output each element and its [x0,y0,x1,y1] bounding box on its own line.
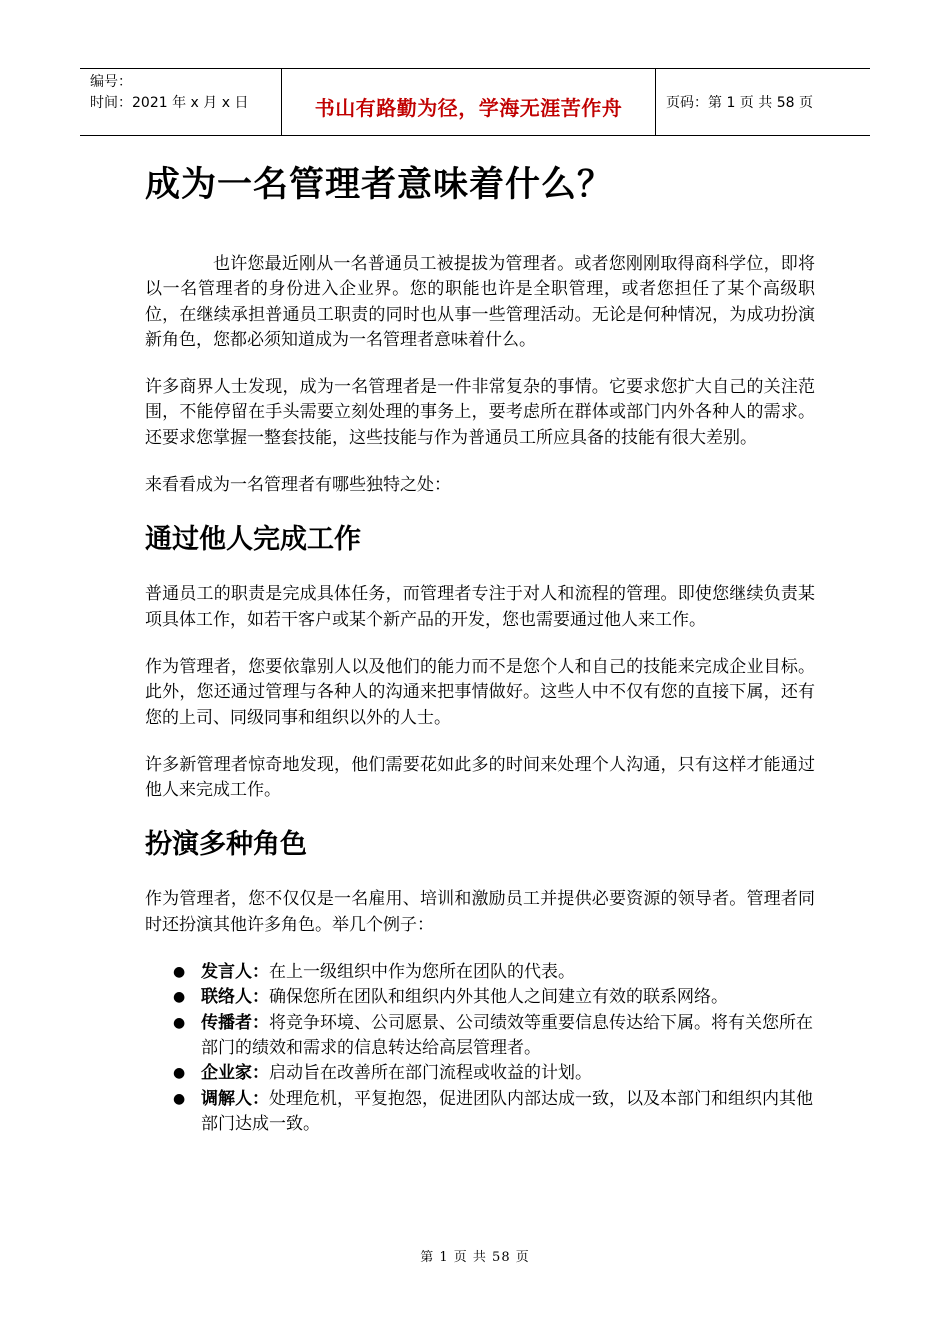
section-heading: 扮演多种角色 [145,829,307,861]
header-page-info: 页码：第 1 页 共 58 页 [666,95,813,111]
header-page-cell [656,69,870,135]
section-heading: 通过他人完成工作 [145,524,361,556]
document-date: 时间：2021 年 x 月 x 日 [90,95,249,111]
section-paragraph: 普通员工的职责是完成具体任务，而管理者专注于对人和流程的管理。即使您继续负责某项具体工作，如若干客户或某个新产品的开发，您也需要通过他人来工作。 [145,584,815,630]
role-description: 在上一级组织中作为您所在团队的代表。 [269,962,575,983]
roles-list [145,960,815,1137]
header-meta-cell [80,69,282,135]
document-number-label: 编号： [90,74,132,90]
role-name: 传播者： [201,1012,269,1033]
document-title: 成为一名管理者意味着什么？ [145,165,614,205]
intro-paragraph: 来看看成为一名管理者有哪些独特之处： [145,475,451,496]
list-item [145,1011,815,1062]
page-footer: 第 1 页 共 58 页 [420,1250,530,1265]
section-paragraph: 许多新管理者惊奇地发现，他们需要花如此多的时间来处理个人沟通，只有这样才能通过他人来完成工作。 [145,754,815,801]
list-item [145,960,815,985]
role-description: 将竞争环境、公司愿景、公司绩效等重要信息传达给下属。将有关您所在部门的绩效和需求的信息转达给高层管理者。 [201,1012,813,1058]
bullet-icon: ● [173,1014,186,1031]
header-motto: 书山有路勤为径，学海无涯苦作舟 [314,95,623,120]
section-paragraph: 作为管理者，您不仅仅是一名雇用、培训和激励员工并提供必要资源的领导者。管理者同时还扮演其他许多角色。举几个例子： [145,889,815,935]
section-paragraph: 作为管理者，您要依靠别人以及他们的能力而不是您个人和自己的技能来完成企业目标。此外，您还通过管理与各种人的沟通来把事情做好。这些人中不仅有您的直接下属，还有您的上司、同级同事和组织以外的人士。 [145,656,815,728]
role-name: 企业家： [201,1063,269,1084]
role-name: 联络人： [201,987,269,1008]
bullet-icon: ● [173,964,186,981]
document-header [80,68,870,136]
role-description: 启动旨在改善所在部门流程或收益的计划。 [269,1063,592,1084]
bullet-icon: ● [173,989,186,1006]
list-item [145,985,815,1010]
intro-paragraph: 许多商界人士发现，成为一名管理者是一件非常复杂的事情。它要求您扩大自己的关注范围，不能停留在手头需要立刻处理的事务上，要考虑所在群体或部门内外各种人的需求。还要求您掌握一整套技能，这些技能与作为普通员工所应具备的技能有很大差别。 [145,377,815,448]
header-motto-cell [282,69,656,135]
role-description: 确保您所在团队和组织内外其他人之间建立有效的联系网络。 [269,987,728,1008]
bullet-icon: ● [173,1065,186,1082]
role-name: 发言人： [201,962,269,983]
list-item [145,1087,815,1138]
intro-paragraph: 也许您最近刚从一名普通员工被提拔为管理者。或者您刚刚取得商科学位，即将以一名管理者的身份进入企业界。您的职能也许是全职管理，或者您担任了某个高级职位，在继续承担普通员工职责的同时也从事一些管理活动。无论是何种情况，为成功扮演新角色，您都必须知道成为一名管理者意味着什么。 [145,254,815,350]
role-name: 调解人： [201,1088,269,1109]
list-item [145,1061,815,1086]
role-description: 处理危机，平复抱怨，促进团队内部达成一致，以及本部门和组织内其他部门达成一致。 [201,1088,813,1134]
bullet-icon: ● [173,1090,186,1107]
document-body [145,160,815,1137]
